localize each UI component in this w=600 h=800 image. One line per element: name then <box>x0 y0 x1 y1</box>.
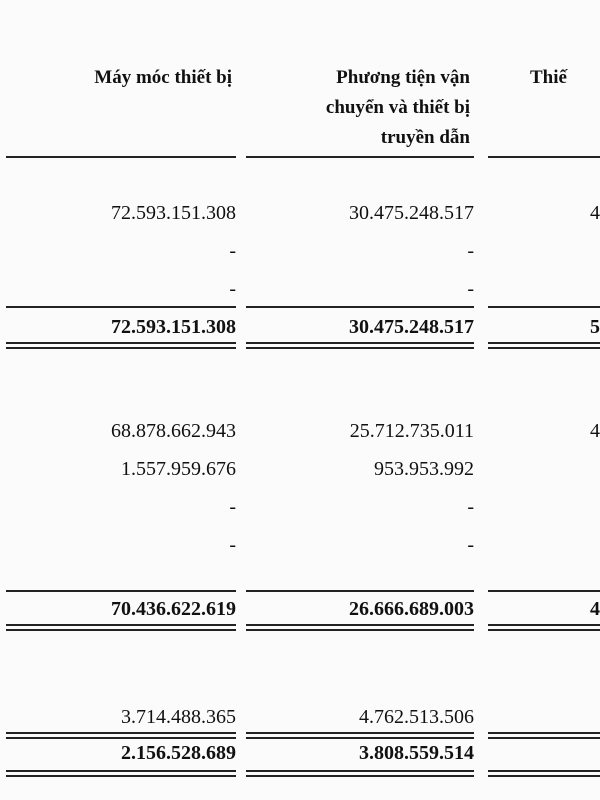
total-value: 5 <box>590 316 600 338</box>
cell-dash: - <box>467 240 474 262</box>
header-rule <box>246 156 474 158</box>
double-rule-top <box>246 770 474 772</box>
cell-value: 4 <box>590 420 600 442</box>
cell-dash: - <box>229 534 236 556</box>
double-rule-top <box>488 770 600 772</box>
total-value: 26.666.689.003 <box>349 598 474 620</box>
column-header-machinery: Máy móc thiết bị <box>94 67 232 88</box>
double-rule-bottom <box>246 737 474 739</box>
column-header-transport-line1: Phương tiện vận <box>336 67 470 88</box>
double-rule-bottom <box>488 737 600 739</box>
cell-value: 25.712.735.011 <box>349 420 474 442</box>
double-rule-bottom <box>246 629 474 631</box>
cell-dash: - <box>467 496 474 518</box>
cell-value: 953.953.992 <box>374 458 474 480</box>
cell-value: 72.593.151.308 <box>111 202 236 224</box>
double-rule-top <box>6 732 236 734</box>
total-value: 30.475.248.517 <box>349 316 474 338</box>
double-rule-top <box>6 770 236 772</box>
column-header-transport-line3: truyền dẫn <box>380 127 470 148</box>
double-rule-bottom <box>488 629 600 631</box>
double-rule-bottom <box>488 775 600 777</box>
double-rule-bottom <box>6 347 236 349</box>
total-value: 4 <box>590 598 600 620</box>
cell-value: 3.714.488.365 <box>121 706 236 728</box>
double-rule-bottom <box>6 629 236 631</box>
double-rule-top <box>488 732 600 734</box>
header-rule <box>6 156 236 158</box>
cell-dash: - <box>229 496 236 518</box>
double-rule-bottom <box>6 775 236 777</box>
subtotal-rule <box>246 306 474 308</box>
double-rule-bottom <box>488 347 600 349</box>
header-rule <box>488 156 600 158</box>
subtotal-rule <box>488 306 600 308</box>
total-value: 3.808.559.514 <box>359 742 474 764</box>
subtotal-rule <box>6 306 236 308</box>
double-rule-top <box>6 342 236 344</box>
cell-value: 4.762.513.506 <box>359 706 474 728</box>
subtotal-rule <box>246 590 474 592</box>
subtotal-rule <box>488 590 600 592</box>
double-rule-top <box>6 624 236 626</box>
cell-value: 1.557.959.676 <box>121 458 236 480</box>
cell-dash: - <box>229 278 236 300</box>
total-value: 70.436.622.619 <box>111 598 236 620</box>
column-header-equipment-partial: Thiế <box>530 67 567 88</box>
cell-dash: - <box>229 240 236 262</box>
cell-value: 68.878.662.943 <box>111 420 236 442</box>
double-rule-bottom <box>6 737 236 739</box>
subtotal-rule <box>6 590 236 592</box>
cell-value: 4 <box>590 202 600 224</box>
double-rule-top <box>246 732 474 734</box>
total-value: 2.156.528.689 <box>121 742 236 764</box>
cell-value: 30.475.248.517 <box>349 202 474 224</box>
total-value: 72.593.151.308 <box>111 316 236 338</box>
column-header-transport-line2: chuyển và thiết bị <box>325 97 470 118</box>
cell-dash: - <box>467 534 474 556</box>
double-rule-bottom <box>246 347 474 349</box>
cell-dash: - <box>467 278 474 300</box>
double-rule-top <box>488 342 600 344</box>
double-rule-top <box>246 624 474 626</box>
double-rule-bottom <box>246 775 474 777</box>
double-rule-top <box>488 624 600 626</box>
double-rule-top <box>246 342 474 344</box>
